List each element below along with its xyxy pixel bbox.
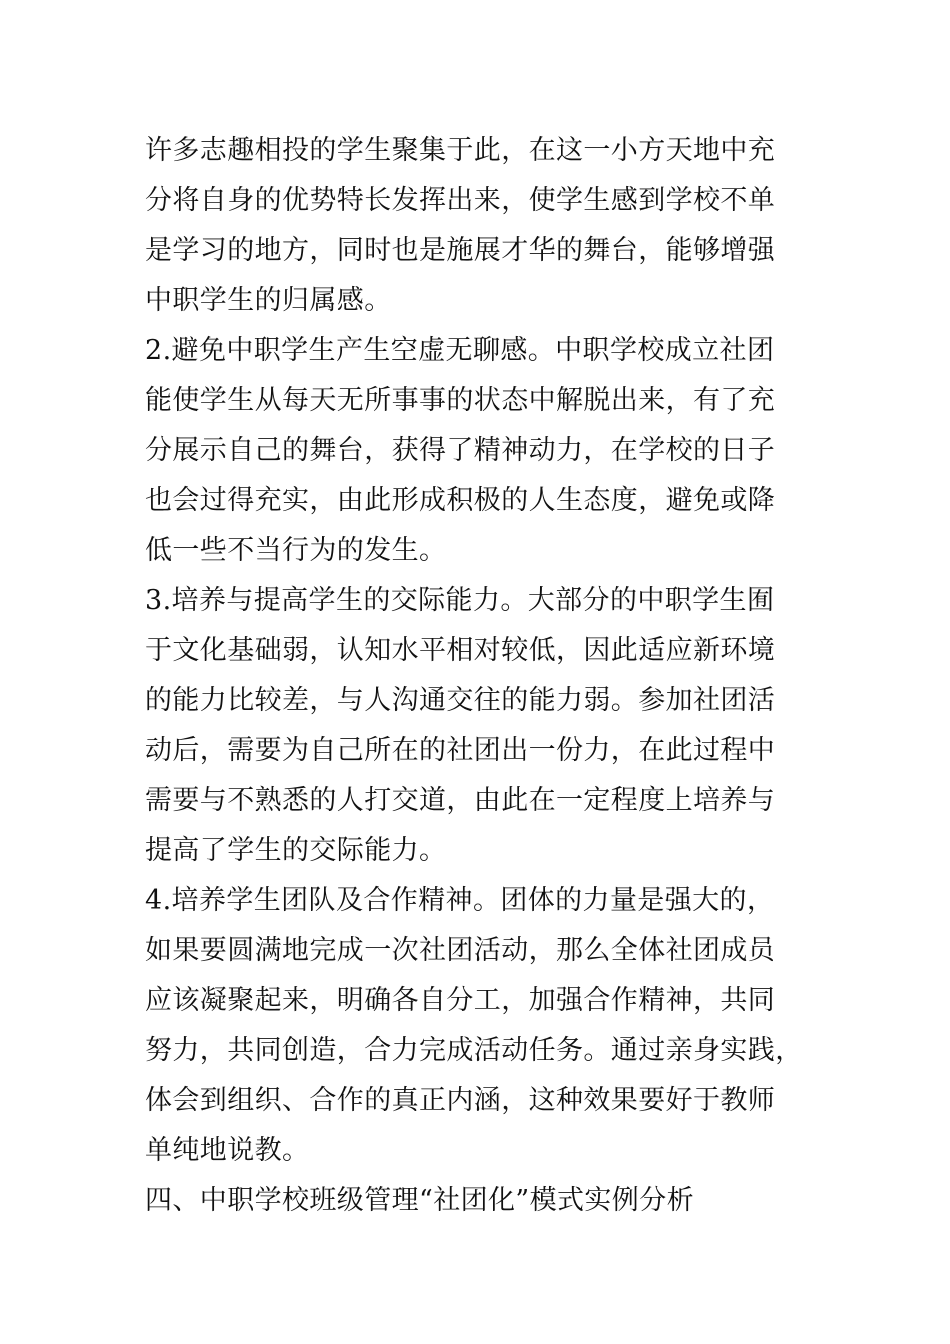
paragraph-line: 体会到组织、合作的真正内涵，这种效果要好于教师 bbox=[145, 1085, 776, 1116]
paragraph-line: 如果要圆满地完成一次社团活动，那么全体社团成员 bbox=[145, 935, 776, 966]
paragraph-line: 能使学生从每天无所事事的状态中解脱出来，有了充 bbox=[145, 385, 776, 416]
paragraph-line: 是学习的地方，同时也是施展才华的舞台，能够增强 bbox=[145, 235, 776, 266]
paragraph-line: 提高了学生的交际能力。 bbox=[145, 835, 447, 866]
list-item-line: 3.培养与提高学生的交际能力。大部分的中职学生囿 bbox=[145, 585, 775, 616]
list-item-line: 4.培养学生团队及合作精神。团体的力量是强大的， bbox=[145, 885, 775, 916]
paragraph-line: 应该凝聚起来，明确各自分工，加强合作精神，共同 bbox=[145, 985, 776, 1016]
paragraph-line: 也会过得充实，由此形成积极的人生态度，避免或降 bbox=[145, 485, 776, 516]
paragraph-line: 需要与不熟悉的人打交道，由此在一定程度上培养与 bbox=[145, 785, 776, 816]
paragraph-line: 分将自身的优势特长发挥出来，使学生感到学校不单 bbox=[145, 185, 776, 216]
paragraph-line: 的能力比较差，与人沟通交往的能力弱。参加社团活 bbox=[145, 685, 776, 716]
body-text bbox=[145, 126, 825, 1226]
paragraph-line: 分展示自己的舞台，获得了精神动力，在学校的日子 bbox=[145, 435, 776, 466]
list-item-line: 2.避免中职学生产生空虚无聊感。中职学校成立社团 bbox=[145, 335, 775, 366]
paragraph-line: 低一些不当行为的发生。 bbox=[145, 535, 447, 566]
paragraph-line: 许多志趣相投的学生聚集于此，在这一小方天地中充 bbox=[145, 135, 776, 166]
paragraph-line: 单纯地说教。 bbox=[145, 1135, 310, 1166]
paragraph-line: 于文化基础弱，认知水平相对较低，因此适应新环境 bbox=[145, 635, 776, 666]
paragraph-line: 中职学生的归属感。 bbox=[145, 285, 392, 316]
paragraph-line: 动后，需要为自己所在的社团出一份力，在此过程中 bbox=[145, 735, 776, 766]
paragraph-line: 努力，共同创造，合力完成活动任务。通过亲身实践， bbox=[145, 1035, 803, 1066]
section-heading: 四、中职学校班级管理“社团化”模式实例分析 bbox=[145, 1185, 695, 1216]
